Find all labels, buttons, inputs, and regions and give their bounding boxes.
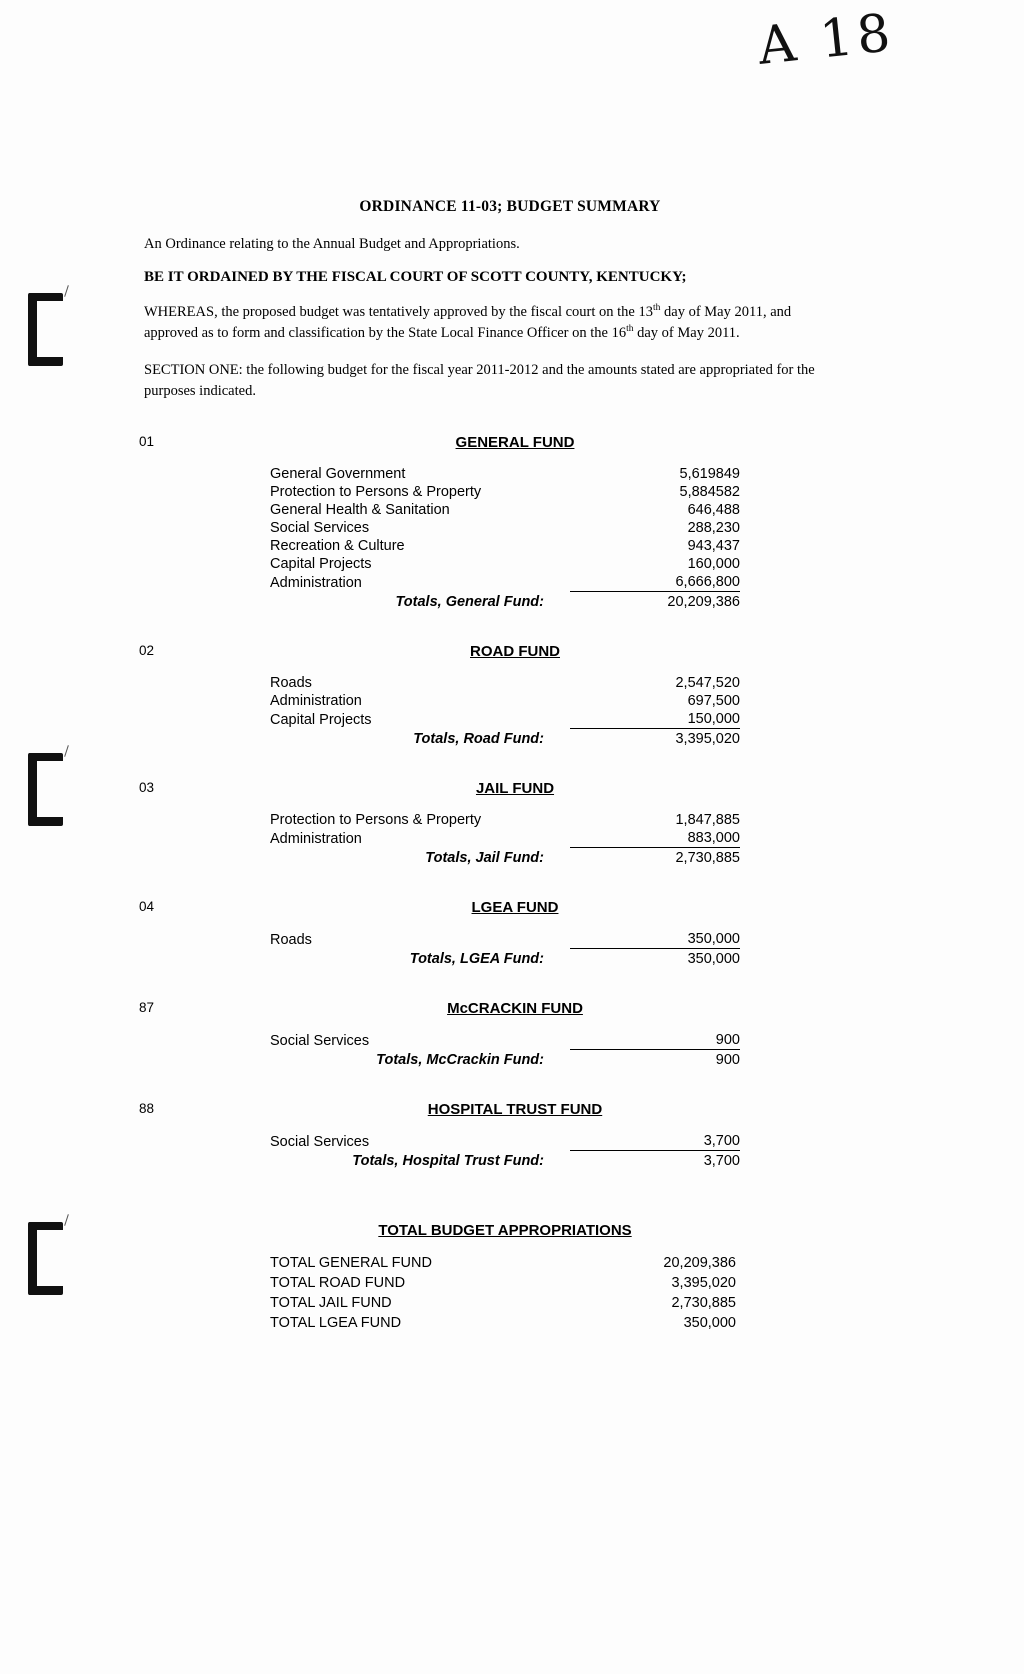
fund-line-label: Social Services (270, 520, 370, 537)
fund-line-label: Administration (270, 830, 362, 847)
total-line-amount: 20,209,386 (663, 1255, 736, 1272)
table-row (270, 829, 740, 848)
fund-code: 02 (139, 643, 155, 659)
fund-heading: GENERAL FUND (455, 434, 575, 452)
table-row (270, 1253, 740, 1273)
fund-line-label: Recreation & Culture (270, 538, 405, 555)
funds-container (140, 434, 840, 1170)
fund-code: 87 (139, 1000, 155, 1016)
fund-section (140, 434, 840, 611)
fund-line-amount: 943,437 (687, 538, 740, 555)
fund-line-label: Protection to Persons & Property (270, 812, 482, 829)
fund-line-amount: 883,000 (570, 829, 740, 848)
fund-line-label: Administration (270, 693, 362, 710)
fund-table (270, 1132, 740, 1170)
fund-total-label: Totals, General Fund: (395, 594, 544, 611)
fund-line-label: Administration (270, 574, 362, 591)
fund-total-label: Totals, LGEA Fund: (409, 951, 544, 968)
fund-section (140, 1101, 840, 1170)
fund-line-amount: 150,000 (570, 710, 740, 729)
fund-line-amount: 6,666,800 (570, 573, 740, 592)
document-body (140, 198, 840, 1333)
fund-total-row (270, 848, 740, 868)
fund-line-label: General Health & Sanitation (270, 502, 450, 519)
total-line-amount: 350,000 (683, 1315, 736, 1332)
fund-line-amount: 2,547,520 (675, 675, 740, 692)
table-row (270, 573, 740, 592)
fund-code: 01 (139, 434, 155, 450)
binder-clip-mark-bottom (28, 1222, 63, 1295)
enacting-clause: BE IT ORDAINED BY THE FISCAL COURT OF SCOTT COUNTY, KENTUCKY; (144, 269, 687, 286)
fund-total-amount: 350,000 (687, 951, 740, 968)
fund-code: 04 (139, 899, 155, 915)
whereas-ordinal-1: th (653, 303, 661, 314)
whereas-text-3: day of May 2011. (633, 325, 740, 342)
total-line-label: TOTAL LGEA FUND (270, 1315, 402, 1332)
fund-section (140, 780, 840, 867)
section-one-paragraph: SECTION ONE: the following budget for the fiscal year 2011-2012 and the amounts stated are appropriated for the purposes indicated. (144, 362, 815, 400)
fund-table (270, 811, 740, 867)
fund-line-label: General Government (270, 466, 406, 483)
fund-total-amount: 3,395,020 (675, 731, 740, 748)
table-row (270, 930, 740, 949)
fund-total-amount: 20,209,386 (667, 594, 740, 611)
fund-line-label: Protection to Persons & Property (270, 484, 482, 501)
fund-table (270, 674, 740, 748)
fund-total-label: Totals, McCrackin Fund: (376, 1052, 544, 1069)
fund-line-amount: 697,500 (687, 693, 740, 710)
fund-line-label: Roads (270, 675, 312, 692)
whereas-ordinal-2: th (626, 324, 634, 335)
table-row (270, 483, 740, 501)
table-row (270, 1132, 740, 1151)
fund-heading: LGEA FUND (471, 899, 559, 917)
total-budget-heading: TOTAL BUDGET APPROPRIATIONS (378, 1222, 632, 1240)
fund-total-label: Totals, Hospital Trust Fund: (352, 1153, 544, 1170)
table-row (270, 465, 740, 483)
table-row (270, 692, 740, 710)
table-row (270, 1273, 740, 1293)
table-row (270, 710, 740, 729)
fund-total-amount: 3,700 (703, 1153, 740, 1170)
page-title: ORDINANCE 11-03; BUDGET SUMMARY (359, 198, 661, 215)
table-row (270, 1313, 740, 1333)
fund-line-label: Capital Projects (270, 711, 372, 728)
fund-line-amount: 900 (570, 1031, 740, 1050)
whereas-text-1: WHEREAS, the proposed budget was tentatively approved by the fiscal court on the 13 (144, 304, 653, 321)
fund-table (270, 1031, 740, 1069)
fund-total-label: Totals, Road Fund: (413, 731, 544, 748)
fund-heading: ROAD FUND (470, 643, 560, 661)
total-line-amount: 2,730,885 (671, 1295, 736, 1312)
fund-line-amount: 160,000 (687, 556, 740, 573)
total-budget-appropriations-block (140, 1222, 840, 1333)
fund-line-amount: 5,619849 (679, 466, 740, 483)
total-budget-table (270, 1253, 740, 1333)
fund-line-label: Social Services (270, 1133, 370, 1150)
total-line-label: TOTAL ROAD FUND (270, 1275, 406, 1292)
fund-line-amount: 1,847,885 (675, 812, 740, 829)
table-row (270, 1031, 740, 1050)
whereas-text-2: day of May 2011, and approved as to form and classification by the State Local Finance Officer on the 16 (144, 304, 792, 342)
fund-heading: McCRACKIN FUND (447, 1000, 583, 1018)
fund-total-label: Totals, Jail Fund: (425, 850, 544, 867)
fund-line-amount: 3,700 (570, 1132, 740, 1151)
fund-total-row (270, 1151, 740, 1171)
fund-heading: JAIL FUND (475, 780, 555, 798)
fund-table (270, 930, 740, 968)
fund-heading: HOSPITAL TRUST FUND (427, 1101, 603, 1119)
total-line-amount: 3,395,020 (671, 1275, 736, 1292)
fund-section (140, 1000, 840, 1069)
table-row (270, 537, 740, 555)
table-row (270, 501, 740, 519)
table-row (270, 555, 740, 573)
table-row (270, 1293, 740, 1313)
fund-section (140, 899, 840, 968)
fund-line-amount: 350,000 (570, 930, 740, 949)
table-row (270, 811, 740, 829)
fund-table (270, 465, 740, 611)
fund-section (140, 643, 840, 748)
total-line-label: TOTAL GENERAL FUND (270, 1255, 432, 1272)
binder-clip-mark-top (28, 293, 63, 366)
total-line-label: TOTAL JAIL FUND (270, 1295, 392, 1312)
fund-line-amount: 5,884582 (679, 484, 740, 501)
fund-code: 03 (139, 780, 155, 796)
fund-line-label: Social Services (270, 1032, 370, 1049)
fund-total-row (270, 592, 740, 612)
fund-line-amount: 646,488 (687, 502, 740, 519)
fund-code: 88 (139, 1101, 155, 1117)
table-row (270, 519, 740, 537)
fund-total-amount: 2,730,885 (675, 850, 740, 867)
fund-total-amount: 900 (715, 1052, 740, 1069)
binder-clip-mark-middle (28, 753, 63, 826)
fund-line-label: Roads (270, 931, 312, 948)
whereas-paragraph (140, 302, 840, 344)
fund-total-row (270, 729, 740, 749)
fund-total-row (270, 949, 740, 969)
intro-paragraph: An Ordinance relating to the Annual Budget and Appropriations. (144, 236, 520, 252)
handwritten-annotation: A 18 (754, 3, 897, 77)
fund-total-row (270, 1050, 740, 1070)
table-row (270, 674, 740, 692)
fund-line-label: Capital Projects (270, 556, 372, 573)
fund-line-amount: 288,230 (687, 520, 740, 537)
